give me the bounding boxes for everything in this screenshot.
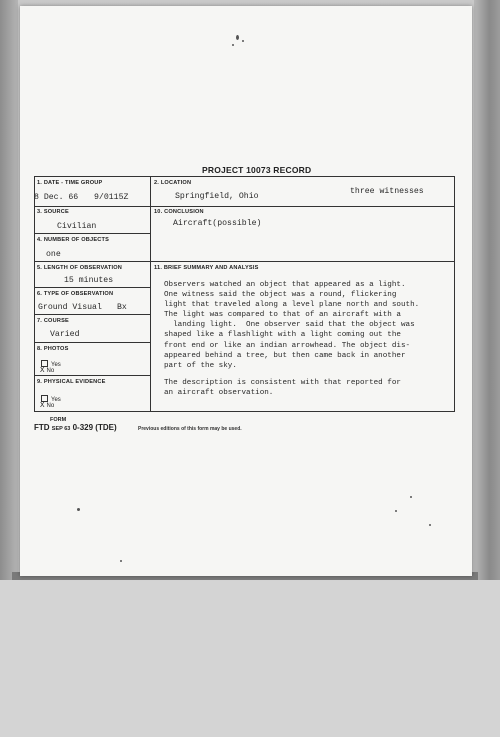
- footer-form-number: FTD: [34, 423, 50, 432]
- row-divider: [34, 261, 455, 262]
- conclusion-label: 10. CONCLUSION: [154, 209, 204, 215]
- scan-lower-area: [0, 580, 500, 737]
- source-value: Civilian: [57, 222, 97, 231]
- location-note: three witnesses: [350, 187, 424, 196]
- checked-x-icon: X: [40, 402, 45, 410]
- checkbox-empty-icon: [41, 395, 48, 402]
- photos-label: 8. PHOTOS: [37, 346, 69, 352]
- row-divider: [34, 206, 455, 207]
- footer-form-id: [34, 423, 117, 432]
- date-time-group-label: 1. DATE - TIME GROUP: [37, 180, 103, 186]
- footer-form-date: SEP 63: [51, 426, 71, 432]
- scan-speck: [242, 40, 244, 42]
- row-divider: [34, 342, 151, 343]
- number-of-objects-label: 4. NUMBER OF OBJECTS: [37, 237, 110, 243]
- footer-note: Previous editions of this form may be used.: [138, 426, 242, 432]
- scan-speck: [236, 35, 239, 40]
- length-of-observation-label: 5. LENGTH OF OBSERVATION: [37, 265, 122, 271]
- footer-form-code: 0-329 (TDE): [72, 423, 117, 432]
- summary-paragraph-2: [164, 378, 449, 398]
- page-title: PROJECT 10073 RECORD: [202, 165, 312, 175]
- scan-speck: [395, 510, 397, 512]
- physical-evidence-label: 9. PHYSICAL EVIDENCE: [37, 379, 106, 385]
- physical-evidence-no-option[interactable]: [40, 402, 54, 410]
- location-value: Springfield, Ohio: [175, 192, 259, 201]
- summary-line: appeared behind a tree, but then came back in another: [164, 351, 406, 360]
- conclusion-value: Aircraft(possible): [173, 219, 262, 228]
- length-of-observation-value: 15 minutes: [64, 276, 114, 285]
- summary-line: The light was compared to that of an aircraft with a: [164, 311, 401, 320]
- checkbox-empty-icon: [41, 360, 48, 367]
- summary-line: light that traveled along a level plane north and south.: [164, 301, 420, 310]
- course-label: 7. COURSE: [37, 318, 69, 324]
- date-value: 8 Dec. 66: [34, 193, 79, 202]
- column-divider: [150, 176, 151, 412]
- scan-speck: [232, 44, 234, 46]
- summary-line: shaped like a flashlight with a light coming out the: [164, 331, 401, 340]
- row-divider: [34, 314, 151, 315]
- photos-no-option[interactable]: [40, 367, 54, 375]
- type-of-observation-label: 6. TYPE OF OBSERVATION: [37, 291, 114, 297]
- scan-speck: [429, 524, 431, 526]
- location-label: 2. LOCATION: [154, 180, 192, 186]
- scan-speck: [77, 508, 80, 511]
- physical-evidence-no-label: No: [46, 403, 55, 409]
- scan-speck: [120, 560, 122, 562]
- number-of-objects-value: one: [46, 250, 61, 259]
- summary-line: part of the sky.: [164, 361, 237, 370]
- scan-speck: [410, 496, 412, 498]
- checked-x-icon: X: [40, 367, 45, 375]
- photos-no-label: No: [46, 368, 55, 374]
- course-value: Varied: [50, 330, 80, 339]
- summary-line: The description is consistent with that reported for: [164, 378, 401, 387]
- summary-line: Observers watched an object that appeared as a light.: [164, 281, 406, 289]
- summary-text: [164, 280, 449, 405]
- time-value: 9/0115Z: [94, 193, 129, 202]
- summary-line: One witness said the object was a round, flickering: [164, 291, 397, 300]
- physical-evidence-yes-label: Yes: [51, 397, 61, 403]
- summary-paragraph-1: [164, 280, 449, 371]
- summary-label: 11. BRIEF SUMMARY AND ANALYSIS: [154, 265, 259, 271]
- row-divider: [34, 233, 151, 234]
- type-of-observation-value: Ground Visual: [38, 303, 102, 312]
- summary-line: landing light. One observer said that the object was: [164, 321, 415, 330]
- row-divider: [34, 375, 151, 376]
- source-label: 3. SOURCE: [37, 209, 69, 215]
- summary-line: an aircraft observation.: [164, 388, 274, 397]
- type-of-observation-extra: Bx: [117, 303, 127, 312]
- summary-line: front end or like an indian arrowhead. The object dis-: [164, 341, 411, 350]
- footer-form-label: FORM: [50, 417, 67, 423]
- row-divider: [34, 287, 151, 288]
- photos-yes-label: Yes: [51, 362, 61, 368]
